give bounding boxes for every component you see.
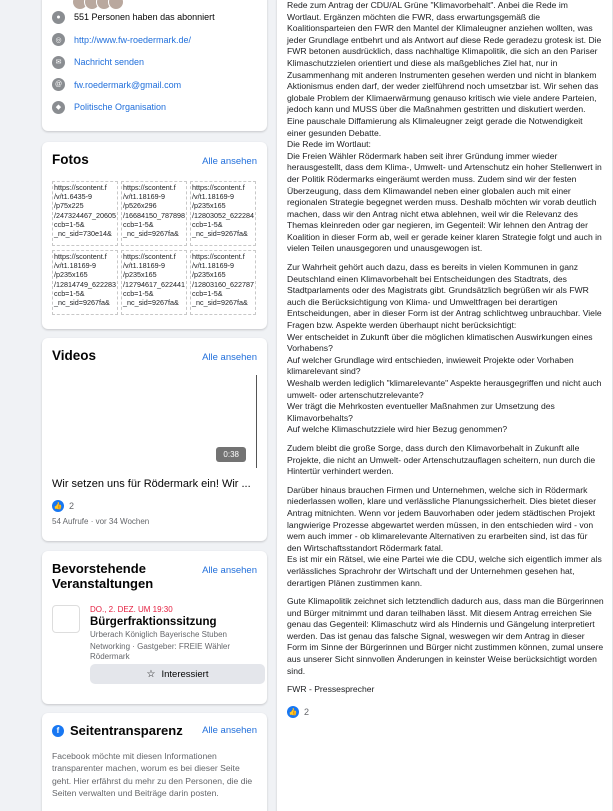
facebook-icon: f xyxy=(52,725,64,737)
interested-label: Interessiert xyxy=(161,668,209,680)
transparency-title-row xyxy=(52,723,183,738)
calendar-icon xyxy=(52,605,80,633)
video-thumbnail[interactable] xyxy=(52,375,257,468)
post-paragraph: Zur Wahrheit gehört auch dazu, dass es bereits in vielen Kommunen in ganz Deutschland einen Klimavorbehalt bei Entscheidungen des Stadtrats, des Stadtparlaments oder des Magistrats gibt. Grundsätzlich begrüßen wir als FWR auch die Berücksichtigung von Klima- und Umweltfragen bei derartigen Entscheidungen, aber in dieser Form ist der Antrag schlichtweg unbrauchbar. Viele Fragen bzw. Aspekte werden überhaupt nicht berücksichtigt: Wer entscheidet in Zukunft über die möglichen klimatischen Auswirkungen eines Vorhabens? Auf welcher Grundlage wird entschieden, inwieweit Projekte oder Vorhaben klimarelevant sind? Weshalb werden lediglich "klimarelevante" Aspekte herausgegriffen und nicht auch umwelt- oder artenschutzrelevante? Wer trägt die Mehrkosten eventueller Maßnahmen zur Umsetzung des Klimavorbehalts? Auf welche Klimaschutzziele wird hier Bezug genommen? xyxy=(287,262,602,435)
message-link[interactable]: Nachricht senden xyxy=(74,57,145,68)
photo-grid xyxy=(52,181,257,315)
post-text xyxy=(287,0,604,696)
videos-see-all-link[interactable]: Alle ansehen xyxy=(202,352,257,363)
photos-title: Fotos xyxy=(52,152,89,167)
video-title[interactable]: Wir setzen uns für Rödermark ein! Wir ... xyxy=(52,478,251,490)
intro-message[interactable] xyxy=(52,51,257,74)
photo-thumbnail[interactable]: https://scontent.f /v/t1.18169-9 /p235x165 /12803052_622284 ccb=1-5& _nc_sid=9267fa& xyxy=(190,181,256,246)
events-card xyxy=(42,551,267,704)
photo-thumbnail[interactable]: https://scontent.f /v/t1.6435-9 /p75x225 /247324467_20605 ccb=1-5& _nc_sid=730e14& xyxy=(52,181,118,246)
transparency-card xyxy=(42,713,267,811)
intro-email[interactable] xyxy=(52,74,257,97)
event-host: Networking · Gastgeber: FREIE Wähler Rödermark xyxy=(90,642,231,661)
post-paragraph: Zudem bleibt die große Sorge, dass durch den Klimavorbehalt in Zukunft alle Projekte, die nicht an Umwelt- oder Artenschutzauflagen scheitern, nun durch die Hintertür verhindert werden. xyxy=(287,442,596,477)
post-paragraph: Darüber hinaus brauchen Firmen und Unternehmen, welche sich in Rödermark niederlassen wollen, klare und verlässliche Planungssicherheit. Dies bietet dieser Antrag mitnichten. Wenn vor jedem Bauvorhaben oder jedem städtischen Projekt langwierige Prozesse abgewartet werden müssen, in den entschieden wird - von wem auch immer - ob klimarelevante Alternativen zu erarbeiten sind, ist das für den Wirtschaftsstandort Rödermark fatal. Es ist mir ein Rätsel, wie eine Partei wie die CDU, welche sich eigentlich immer als verlässliches Sprachrohr der Wirtschaft und der Unternehmen gesehen hat, derartigen Plänen zustimmen kann. xyxy=(287,484,602,588)
event-name[interactable]: Bürgerfraktionssitzung xyxy=(90,616,217,628)
events-title: Bevorstehende Veranstaltungen xyxy=(52,561,154,591)
video-like-count: 2 xyxy=(69,501,75,511)
post-signature: FWR - Pressesprecher xyxy=(287,684,375,695)
event-location: Urberach Königlich Bayerische Stuben xyxy=(90,630,227,639)
subscribers-icon: ● xyxy=(52,11,65,24)
tag-icon: ◆ xyxy=(52,101,65,114)
video-stats: 54 Aufrufe · vor 34 Wochen xyxy=(52,517,150,526)
events-see-all-link[interactable]: Alle ansehen xyxy=(202,565,257,576)
messenger-icon: ✉ xyxy=(52,56,65,69)
transparency-text: Facebook möchte mit diesen Informationen transparenter machen, worum es bei dieser Seite geht. Hier erfährst du mehr zu den Personen, die die Seiten verwalten und Beiträge darin posten. xyxy=(52,751,253,798)
photos-see-all-link[interactable]: Alle ansehen xyxy=(202,156,257,167)
subscriber-avatars xyxy=(72,0,120,12)
like-icon: 👍 xyxy=(287,706,299,718)
intro-card xyxy=(42,0,267,131)
photo-thumbnail[interactable]: https://scontent.f /v/t1.18169-9 /p235x165 /12794617_622441 ccb=1-5& _nc_sid=9267fa& xyxy=(121,250,187,315)
post-card xyxy=(277,0,612,811)
transparency-title: Seitentransparenz xyxy=(70,723,183,738)
email-icon: @ xyxy=(52,78,65,91)
post-reactions[interactable] xyxy=(287,706,604,718)
globe-icon: ◎ xyxy=(52,33,65,46)
post-paragraph: Gute Klimapolitik zeichnet sich letztendlich dadurch aus, dass man die Bürgerinnen und Bürger mitnimmt und daran teilhaben lässt. Mit diesem Antrag erreichen Sie genau das Gegenteil: Klimaschutz wird als Hindernis und Gängelung interpretiert werden. Das ist genau das falsche Signal, weswegen wir dem Antrag in dieser Form im Sinne der Bürgerinnen und Bürger nicht zustimmen können, zumal unsere aus unserer Sicht sinnvollen Änderungen in keinster Weise berücksichtigt worden sind. xyxy=(287,596,604,676)
event-item[interactable] xyxy=(52,605,257,662)
photo-thumbnail[interactable]: https://scontent.f /v/t1.18169-9 /p526x296 /16684150_787898 ccb=1-5& _nc_sid=9267fa& xyxy=(121,181,187,246)
star-icon: ☆ xyxy=(146,668,156,680)
photo-thumbnail[interactable]: https://scontent.f /v/t1.18169-9 /p235x165 /12814749_622283 ccb=1-5& _nc_sid=9267fa& xyxy=(52,250,118,315)
video-duration: 0:38 xyxy=(216,447,246,462)
intro-website[interactable] xyxy=(52,29,257,52)
interested-button[interactable] xyxy=(90,664,265,684)
transparency-see-all-link[interactable]: Alle ansehen xyxy=(202,725,257,736)
videos-card xyxy=(42,338,267,541)
like-icon: 👍 xyxy=(52,500,64,512)
event-date: DO., 2. DEZ. UM 19:30 xyxy=(90,605,173,614)
photo-thumbnail[interactable]: https://scontent.f /v/t1.18169-9 /p235x165 /12803160_622787 ccb=1-5& _nc_sid=9267fa& xyxy=(190,250,256,315)
post-paragraph: Rede zum Antrag der CDU/AL Grüne "Klimavorbehalt". Anbei die Rede im Wortlaut. Ergänzen möchten die FWR, dass erwartungsgemäß die Koalitionsparteien den FWR den Mantel der Klimaleugner anziehen wollten, was jeder Grundlage entbehrt und als Antwort auf diese Rede geradezu grotesk ist. Die FWR betonen ausdrücklich, dass nachhaltige Klimapolitik, die sich an den Pariser Klimaschutzzielen orientiert und diese als maßgebliches Ziel hat, nur in Zusammenhang mit anderen Instrumenten gesehen werden und nicht in blankem Aktionismus enden darf, der weder zielführend noch umsetzbar ist. Wir sehen das globale Problem der Klimaerwärmung genauso kritisch wie viele andere Parteien, jedoch kann und MUSS über die Maßnahmen gestritten und diskutiert werden. Eine pauschale Diffamierung als Klimaleugner zeigt gerade die Notwendigkeit einer gesunden Debatte. Die Rede im Wortlaut: Die Freien Wähler Rödermark haben seit ihrer Gründung immer wieder herausgestellt, dass dem Klima-, Umwelt- und Artenschutz ein hoher Stellenwert in der Politik Rödermarks eingeräumt werden muss. Zudem sind wir der festen Überzeugung, dass dem Klimawandel neben einer globalen auch mit einer regionalen Strategie begegnet werden muss. Deshalb möchten wir vorab deutlich machen, dass wir den Antrag nicht etwa ablehnen, weil wir die Relevanz des Themas kleinreden oder gar negieren, im Gegenteil: Wir lehnen den Antrag der Koalition in dieser Form ab, weil er gerade keiner klaren Strategie folgt und auch in vielen Teilen unausgegoren und unausgewogen ist. xyxy=(287,0,602,254)
photos-card xyxy=(42,142,267,329)
category-link[interactable]: Politische Organisation xyxy=(74,102,167,113)
website-link[interactable]: http://www.fw-roedermark.de/ xyxy=(74,34,192,45)
intro-subscribers: ● 551 Personen haben das abonniert xyxy=(52,6,257,29)
post-like-count: 2 xyxy=(304,706,310,717)
email-link[interactable]: fw.roedermark@gmail.com xyxy=(74,79,182,90)
video-reactions[interactable] xyxy=(52,500,257,512)
videos-title: Videos xyxy=(52,348,97,363)
intro-category[interactable] xyxy=(52,96,257,119)
